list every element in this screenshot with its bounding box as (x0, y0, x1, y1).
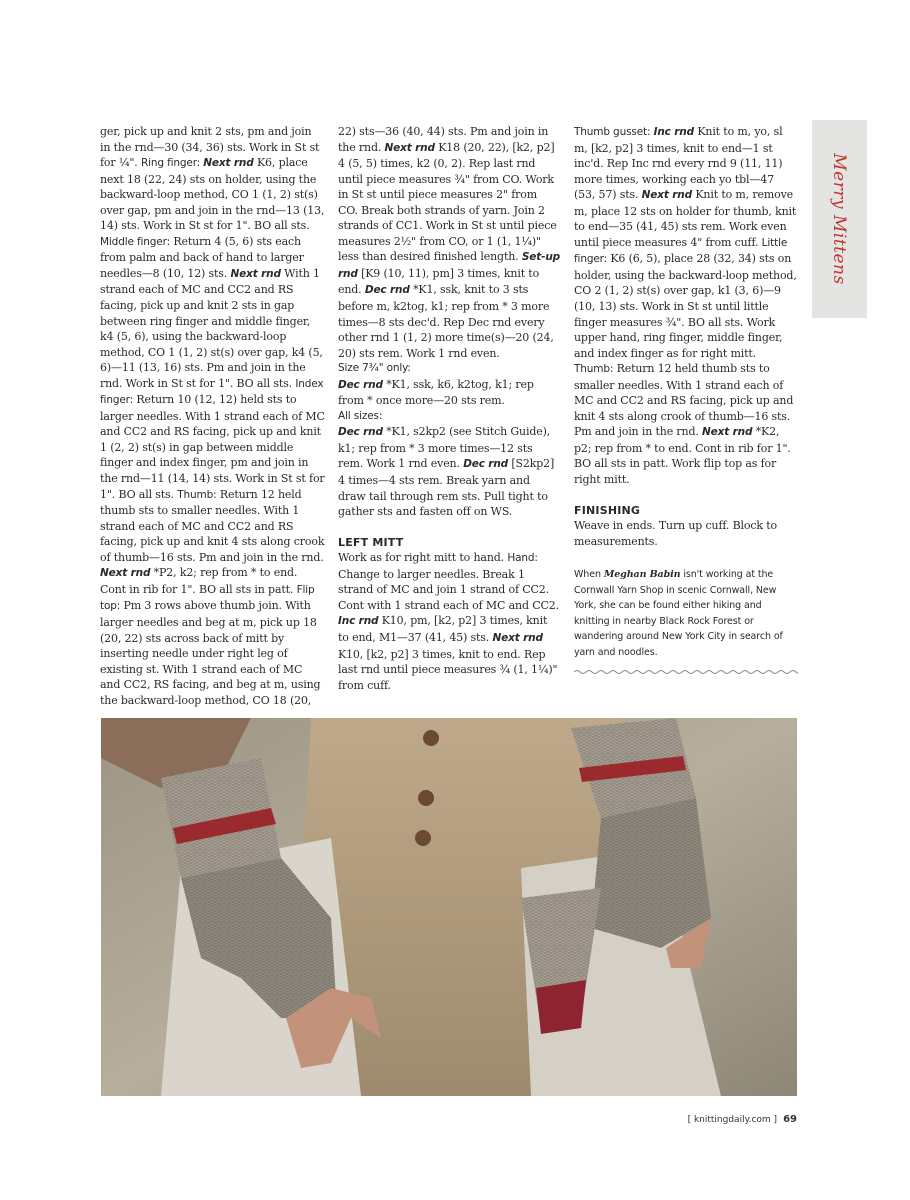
text: 22) sts—36 (40, 44) sts. Pm and join in the rnd. (338, 125, 549, 154)
round-label: Next rnd (702, 426, 753, 439)
text-column-2 (338, 124, 560, 693)
round-label: Dec rnd (338, 426, 383, 439)
page-footer (688, 1114, 797, 1125)
label-thumb: Thumb: (574, 363, 614, 376)
paragraph (338, 550, 560, 693)
all-sizes-subhead: All sizes: (338, 409, 383, 422)
designer-bio (574, 567, 798, 660)
text: K10, pm, [k2, p2] 3 times, knit to end, M1—37 (41, 45) sts. (338, 614, 548, 644)
label-thumb: Thumb: (177, 488, 217, 501)
label-hand: Hand: (507, 552, 538, 565)
paragraph (338, 124, 560, 361)
label-ring-finger: Ring finger: (140, 157, 204, 170)
text: K18 (20, 22), [k2, p2] 4 (5, 5) times, k2 (0, 2). Rep last rnd until piece measures ¾" from CO. Work in St st until piece measures 2" from CO. Break both strands of yarn. Join 2 strands of CC1. Work in St st until piece measures 2½" from CO, or 1 (1, 1¼)" less than desired finished length. (338, 140, 557, 264)
round-label: Inc rnd (653, 126, 694, 138)
wavy-divider (574, 668, 798, 676)
text-column-3 (574, 124, 798, 676)
paragraph (338, 424, 560, 519)
text: *K1, s2kp2 (see Stitch Guide), k1; rep from * 3 more times—12 sts rem. Work 1 rnd even. (338, 425, 551, 471)
text: [K9 (10, 11), pm] 3 times, knit to end. (338, 266, 540, 297)
text: K10, [k2, p2] 3 times, knit to end. Rep last rnd until piece measures ¾ (1, 1¼)" from cuff. (338, 647, 558, 692)
text: With 1 strand each of MC and CC2 and RS facing, pick up and knit 2 sts in gap between ring finger and middle finger, k4 (5, 6), using the backward-loop method, CO 1 (1, 2) st(s) over gap, k4 (5, 6)—11 (13, 16) sts. Pm and join in the rnd. Work in St st for 1". BO all sts. (100, 266, 323, 390)
text: Return 12 held thumb sts to smaller needles. With 1 strand each of MC and CC2 and RS facing, pick up and knit 4 sts along crook of thumb—16 sts. Pm and join in the rnd. (574, 362, 794, 439)
section-tab-title: Merry Mittens (829, 153, 849, 285)
text-column-1 (100, 124, 325, 708)
round-label: Next rnd (492, 631, 543, 644)
round-label: Dec rnd (463, 458, 509, 471)
text: ger, pick up and knit 2 sts, pm and join in the rnd—30 (34, 36) sts. Work in St st for ¼". (100, 125, 320, 170)
text: isn't working at the Cornwall Yarn Shop in scenic Cornwall, New York, she can be found either hiking and knitting in nearby Black Rock Forest or wandering around New York City in search of yarn and noodles. (574, 569, 783, 658)
finishing-text: Weave in ends. Turn up cuff. Block to measurements. (574, 519, 777, 548)
text: Return 10 (12, 12) held sts to larger needles. With 1 strand each of MC and CC2 and RS facing, pick up and knit 1 (2, 2) st(s) in gap between middle finger and index finger, pm and join in the rnd—11 (14, 14) sts. Work in St st for 1". BO all sts. (100, 393, 325, 501)
text: K6, place next 18 (22, 24) sts on holder, using the backward-loop method, CO 1 (1, 2) st(s) over gap, pm and join in the rnd—13 (13, 14) sts. Work in St st for 1". BO all sts. (100, 156, 325, 233)
mittens-photo (101, 718, 797, 1096)
round-label: Dec rnd (338, 378, 383, 391)
designer-name: Meghan Babin (603, 569, 681, 581)
photo-illustration (101, 718, 797, 1096)
flip-top-red-tip (536, 980, 586, 1034)
left-mitt-heading: LEFT MITT (338, 535, 404, 549)
round-label: Dec rnd (364, 284, 410, 297)
text: *K1, ssk, k6, k2tog, k1; rep from * once more—20 sts rem. (338, 377, 534, 408)
round-label: Next rnd (100, 567, 151, 580)
text: Pm 3 rows above thumb join. With larger needles and beg at m, pick up 18 (20, 22) sts across back of mitt by inserting needle under right leg of existing st. With 1 strand each of MC and CC2, RS facing, and beg at m, using the backward-loop method, CO 18 (20, (100, 599, 321, 707)
round-label: Next rnd (641, 189, 692, 202)
text: Return 12 held thumb sts to smaller needles. With 1 strand each of MC and CC2 and RS facing, pick up and knit 4 sts along crook of thumb—16 sts. Pm and join in the rnd. (100, 487, 325, 564)
page-number: 69 (783, 1114, 797, 1125)
round-label: Next rnd (384, 141, 435, 154)
text: [S2kp2] 4 times—4 sts rem. Break yarn and draw tail through rem sts. Pull tight to gather sts and fasten off on WS. (338, 457, 555, 519)
label-index-finger: Index finger: (100, 377, 324, 407)
button (423, 730, 439, 746)
text: Knit to m, yo, sl m, [k2, p2] 3 times, knit to end—1 st inc'd. Rep Inc rnd every rnd 9 (11, 11) more times, working each yo tbl—47 (53, 57) sts. (574, 125, 783, 202)
paragraph (574, 124, 798, 488)
text: *K1, ssk, knit to 3 sts before m, k2tog, k1; rep from * 3 more times—8 sts dec'd. Rep Dec rnd every other rnd 1 (1, 2) more time(s)—20 (24, 20) sts rem. Work 1 rnd even. (338, 283, 554, 360)
size-subhead: Size 7¾" only: (338, 362, 411, 375)
text: *P2, k2; rep from * to end. Cont in rib for 1". BO all sts in patt. (100, 566, 298, 596)
text: Knit to m, remove m, place 12 sts on holder for thumb, knit to end—35 (41, 45) sts rem. Work even until piece measures 4" from cuff. (574, 188, 797, 249)
paragraph (338, 377, 560, 409)
round-label: Next rnd (230, 267, 281, 280)
text: *K2, p2; rep from * to end. Cont in rib for 1". BO all sts in patt. Work flip top as for right mitt. (574, 425, 791, 487)
section-tab (812, 120, 867, 318)
paragraph (100, 124, 325, 708)
button (415, 830, 431, 846)
button (418, 790, 434, 806)
right-mitt-hand (591, 798, 711, 948)
text: Return 4 (5, 6) sts each from palm and back of hand to larger needles—8 (10, 12) sts. (100, 234, 304, 280)
round-label: Inc rnd (338, 615, 379, 628)
label-flip-top: Flip top: (100, 583, 315, 613)
round-label: Set-up rnd (338, 251, 561, 280)
text: K6 (6, 5), place 28 (32, 34) sts on holder, using the backward-loop method, CO 2 (1, 2) st(s) over gap, k1 (3, 6)—9 (10, 13) sts. Work in St st until little finger measures ¾". BO all sts. Work upper hand, ring finger, middle finger, and index finger as for right mitt. (574, 252, 797, 360)
text: Change to larger needles. Break 1 strand of MC and join 1 strand of CC2. Cont with 1 strand each of MC and CC2. (338, 567, 559, 612)
footer-site: [ knittingdaily.com ] (687, 1115, 778, 1125)
text: When (574, 569, 604, 581)
finishing-heading: FINISHING (574, 503, 641, 517)
text: Work as for right mitt to hand. (338, 551, 508, 565)
label-middle-finger: Middle finger: (100, 235, 170, 248)
label-thumb-gusset: Thumb gusset: (574, 126, 654, 138)
label-little-finger: Little finger: (574, 236, 788, 266)
round-label: Next rnd (203, 157, 254, 170)
